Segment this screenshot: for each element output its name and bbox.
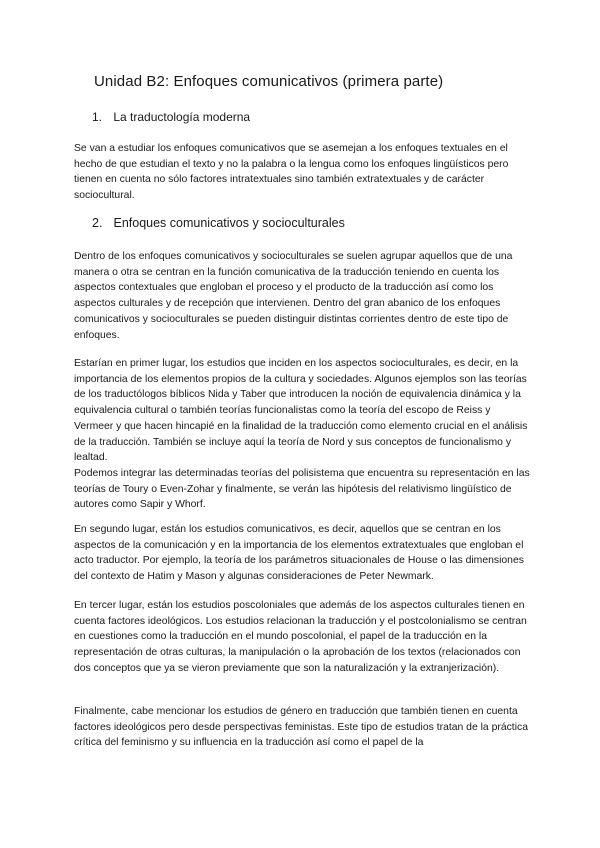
paragraph: Se van a estudiar los enfoques comunicativos que se asemejan a los enfoques textuales en el hecho de que estudian el texto y no la palabra o la lengua como los enfoques lingüísticos pero tienen en cuenta no sólo factores intratextuales sino también extratextuales y de carácter sociocultural. <box>74 143 509 202</box>
paragraph: En segundo lugar, están los estudios comunicativos, es decir, aquellos que se centran en los aspectos de la comunicación y en la importancia de los elementos extratextuales que engloban el acto traductor. Por ejemplo, la teoría de los parámetros situacionales de House o las dimensiones del contexto de Hatim y Mason y algunas consideraciones de Peter Newmark. <box>74 524 524 583</box>
section-number: 2. <box>92 216 103 230</box>
section-number: 1. <box>92 110 103 124</box>
section-heading-1 <box>92 110 250 124</box>
paragraph: Dentro de los enfoques comunicativos y socioculturales se suelen agrupar aquellos que de una manera o otra se centran en la función comunicativa de la traducción teniendo en cuenta los aspectos contextuales que engloban el proceso y el producto de la traducción así como los aspectos culturales y de recepción que intervienen. Dentro del gran abanico de los enfoques comunicativos y socioculturales se pueden distinguir distintas corrientes dentro de este tipo de enfoques. <box>74 251 513 341</box>
section-heading-2 <box>92 216 345 230</box>
section-title: La traductología moderna <box>113 110 251 124</box>
section-title: Enfoques comunicativos y socioculturales <box>113 216 345 230</box>
paragraph: Estarían en primer lugar, los estudios que inciden en los aspectos socioculturales, es decir, en la importancia de los elementos propios de la cultura y sociedades. Algunos ejemplos son las teorías de los traductólogos bíblicos Nida y Taber que introducen la noción de equivalencia dinámica y la equivalencia cultural o también teorías funcionalistas como la teoría del escopo de Reiss y Vermeer y que hacen hincapié en la finalidad de la traducción como elemento crucial en el análisis de la traducción. También se incluye aquí la teoría de Nord y sus conceptos de funcionalismo y lealtad. Podemos integrar las determinadas teorías del polisistema que encuentra su representación en las teorías de Toury o Even-Zohar y finalmente, se verán las hipótesis del relativismo lingüístico de autores como Sapir y Whorf. <box>74 358 530 511</box>
page-title: Unidad B2: Enfoques comunicativos (primera parte) <box>94 73 444 90</box>
paragraph: En tercer lugar, están los estudios poscoloniales que además de los aspectos culturales tienen en cuenta factores ideológicos. Los estudios relacionan la traducción y el postcolonialismo se centran en cuestiones como la traducción en el mundo poscolonial, el papel de la traducción en la representación de otras culturas, la manipulación o la aprobación de los textos (relacionados con dos conceptos que ya se vieron previamente que son la naturalización y la extranjerización). <box>74 600 527 674</box>
paragraph: Finalmente, cabe mencionar los estudios de género en traducción que también tienen en cuenta factores ideológicos pero desde perspectivas feministas. Este tipo de estudios tratan de la práctica crítica del feminismo y su influencia en la traducción así como el papel de la <box>74 706 528 749</box>
